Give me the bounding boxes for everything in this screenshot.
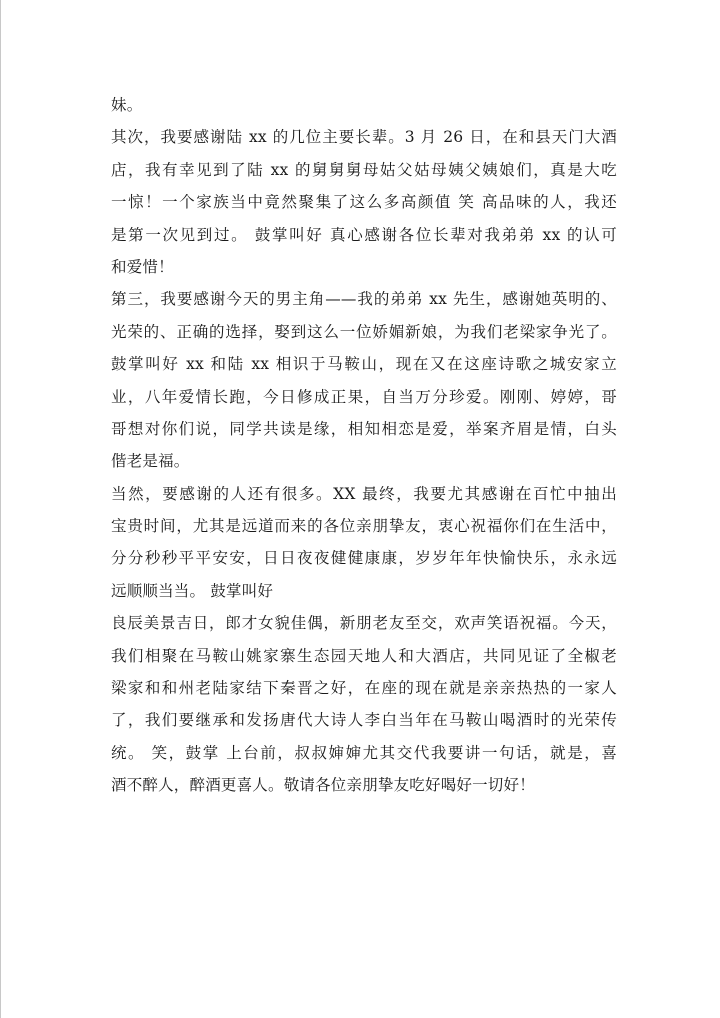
text-line: 店，我有幸见到了陆 xx 的舅舅舅母姑父姑母姨父姨娘们，真是大吃	[111, 160, 617, 179]
text-line: 酒不醉人，醉酒更喜人。敬请各位亲朋挚友吃好喝好一切好！	[111, 776, 535, 795]
text-line: 宝贵时间，尤其是远道而来的各位亲朋挚友，衷心祝福你们在生活中，	[111, 517, 617, 536]
text-line: 了，我们要继承和发扬唐代大诗人李白当年在马鞍山喝酒时的光荣传	[111, 711, 617, 730]
text-line: 哥想对你们说，同学共读是缘，相知相恋是爱，举案齐眉是情，白头	[111, 419, 617, 438]
text-line: 偕老是福。	[111, 452, 190, 471]
text-line: 妹。	[111, 96, 143, 114]
text-line: 和爱惜！	[111, 257, 174, 276]
text-line: 良辰美景吉日，郎才女貌佳偶，新朋老友至交，欢声笑语祝福。今天，	[111, 614, 617, 633]
text-line: 远顺顺当当。 鼓掌叫好	[111, 581, 274, 600]
text-line: 业，八年爱情长跑，今日修成正果，自当万分珍爱。刚刚、婷婷，哥	[111, 387, 617, 406]
text-line: 我们相聚在马鞍山姚家寨生态园天地人和大酒店，共同见证了全椒老	[111, 646, 617, 665]
text-line: 分分秒秒平平安安，日日夜夜健健康康，岁岁年年快愉快乐，永永远	[111, 549, 617, 568]
text-line: 当然，要感谢的人还有很多。XX 最终，我要尤其感谢在百忙中抽出	[111, 484, 617, 503]
text-line: 鼓掌叫好 xx 和陆 xx 相识于马鞍山，现在又在这座诗歌之城安家立	[111, 355, 617, 374]
text-line: 其次，我要感谢陆 xx 的几位主要长辈。3 月 26 日，在和县天门大酒	[111, 128, 617, 147]
text-line: 一惊！一个家族当中竟然聚集了这么多高颜值 笑 高品味的人，我还	[111, 193, 617, 212]
document-body	[111, 89, 617, 802]
text-line: 是第一次见到过。 鼓掌叫好 真心感谢各位长辈对我弟弟 xx 的认可	[111, 225, 617, 244]
text-line: 统。 笑，鼓掌 上台前，叔叔婶婶尤其交代我要讲一句话，就是，喜	[111, 743, 617, 762]
text-line: 梁家和和州老陆家结下秦晋之好，在座的现在就是亲亲热热的一家人	[111, 679, 617, 698]
text-line: 光荣的、正确的选择，娶到这么一位娇媚新娘，为我们老梁家争光了。	[111, 322, 617, 341]
text-line: 第三，我要感谢今天的男主角——我的弟弟 xx 先生，感谢她英明的、	[111, 290, 617, 309]
